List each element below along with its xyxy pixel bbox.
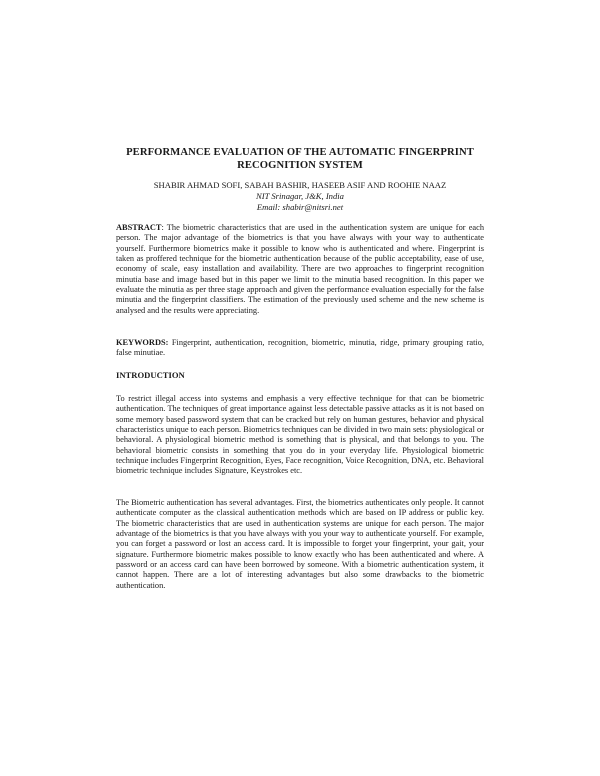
abstract-text: : The biometric characteristics that are used in the authentication system are unique for each person. The major advantage of the biometrics is that you have always with your way to authenticate yourself. Furthermore biometrics make it possible to know who is authenticated and where. Fingerprint is taken as proffered technique for the biometric authentication because of the public acceptability, ease of use, economy of scale, easy installation and availability. There are two approaches to fingerprint recognition minutia base and image based but in this paper we limit to the minutia based recognition. In this paper we evaluate the minutia as per three stage approach and given the performance evaluation especially for the false minutia and the fingerprint classifiers. The estimation of the previously used scheme and the new scheme is analysed and the results were appreciating. xyxy=(116,223,484,315)
affiliation: NIT Srinagar, J&K, India xyxy=(256,191,344,201)
introduction-heading: INTRODUCTION xyxy=(116,370,185,380)
abstract-paragraph xyxy=(116,223,484,316)
keywords-text: Fingerprint, authentication, recognition, biometric, minutia, ridge, primary grouping ratio, false minutiae. xyxy=(116,338,484,358)
keywords-label: KEYWORDS: xyxy=(116,338,169,347)
introduction-paragraph-2: The Biometric authentication has several advantages. First, the biometrics authenticates only people. It cannot authenticate computer as the classical authentication methods which are based on IP address or public key. The biometric characteristics that are used in authentication systems are unique for each person. The major advantage of the biometrics is that you have always with you your way to authenticate yourself. For example, you can forget a password or lost an access card. It is impossible to forget your fingerprint, your gait, your signature. Furthermore biometric makes possible to know exactly who has been authenticated and where. A password or an access card can have been borrowed by someone. With a biometric authentication system, it cannot happen. There are a lot of interesting advantages but also some drawbacks to the biometric authentication. xyxy=(116,498,484,590)
abstract-label: ABSTRACT xyxy=(116,223,162,232)
keywords-paragraph xyxy=(116,338,484,359)
paper-title: PERFORMANCE EVALUATION OF THE AUTOMATIC FINGERPRINT RECOGNITION SYSTEM xyxy=(126,147,474,171)
author-list: SHABIR AHMAD SOFI, SABAH BASHIR, HASEEB ASIF AND ROOHIE NAAZ xyxy=(153,180,447,190)
contact-email: Email: shabir@nitsri.net xyxy=(256,202,344,212)
introduction-paragraph-1: To restrict illegal access into systems and emphasis a very effective technique for that can be biometric authentication. The techniques of great importance against less detectable passive attacks as it is not based on some memory based password system that can be cracked but rely on human gestures, behavior and physical characteristics unique to each person. Biometrics techniques can be divided in two main sets: physiological or behavioral. A physiological biometric method is something that is physical, and that belongs to you. The behavioral biometric consists in something that you do in your everyday life. Physiological biometric technique includes Fingerprint Recognition, Eyes, Face recognition, Voice Recognition, DNA, etc. Behavioral biometric technique includes Signature, Keystrokes etc. xyxy=(116,394,484,476)
